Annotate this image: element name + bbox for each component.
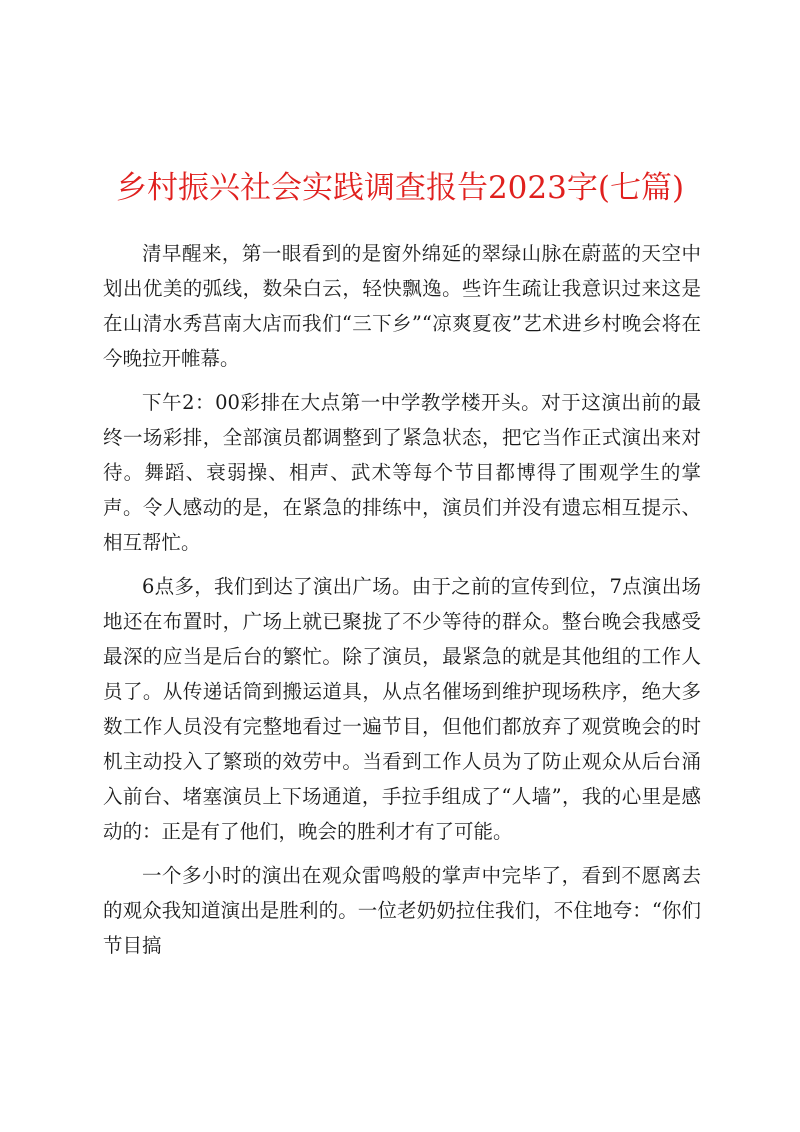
paragraph-2: 下午2：00彩排在大点第一中学教学楼开头。对于这演出前的最终一场彩排，全部演员都调整到了紧急状态，把它当作正式演出来对待。舞蹈、衰弱操、相声、武术等每个节目都博得了围观学生的掌声。令人感动的是，在紧急的排练中，演员们并没有遗忘相互提示、相互帮忙。 bbox=[103, 391, 701, 554]
paragraph-3: 6点多，我们到达了演出广场。由于之前的宣传到位，7点演出场地还在布置时，广场上就已聚拢了不少等待的群众。整台晚会我感受最深的应当是后台的繁忙。除了演员，最紧急的就是其他组的工作人员了。从传递话筒到搬运道具，从点名催场到维护现场秩序，绝大多数工作人员没有完整地看过一遍节目，但他们都放弃了观赏晚会的时机主动投入了繁琐的效劳中。当看到工作人员为了防止观众从后台涌入前台、堵塞演员上下场通道，手拉手组成了“人墙”，我的心里是感动的：正是有了他们，晚会的胜利才有了可能。 bbox=[103, 575, 701, 843]
page-title: 乡村振兴社会实践调查报告2023字(七篇) bbox=[115, 170, 685, 206]
document-body bbox=[103, 236, 701, 972]
paragraph-4: 一个多小时的演出在观众雷鸣般的掌声中完毕了，看到不愿离去的观众我知道演出是胜利的。一位老奶奶拉住我们，不住地夸：“你们节目搞 bbox=[103, 864, 701, 957]
paragraph-1: 清早醒来，第一眼看到的是窗外绵延的翠绿山脉在蔚蓝的天空中划出优美的弧线，数朵白云，轻快飘逸。些许生疏让我意识过来这是在山清水秀莒南大店而我们“三下乡”“凉爽夏夜”艺术进乡村晚会将在今晚拉开帷幕。 bbox=[103, 242, 701, 370]
